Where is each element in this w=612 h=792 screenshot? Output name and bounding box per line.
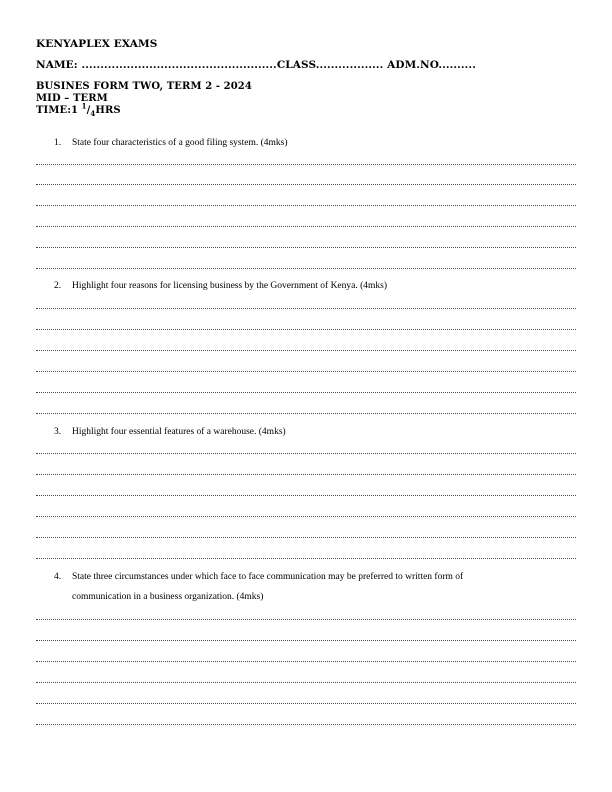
time-label: TIME:1	[36, 105, 82, 116]
question-3	[54, 422, 584, 442]
question-number: 1.	[54, 138, 62, 148]
time-allowed	[36, 101, 121, 118]
name-blank: ....................................................	[81, 59, 277, 71]
school-title: KENYAPLEX EXAMS	[36, 38, 158, 50]
answer-line[interactable]	[36, 247, 576, 248]
question-number: 3.	[54, 427, 62, 437]
answer-line[interactable]	[36, 516, 576, 517]
adm-blank: ..........	[438, 59, 476, 71]
answer-line[interactable]	[36, 474, 576, 475]
answer-line[interactable]	[36, 184, 576, 185]
answer-line[interactable]	[36, 453, 576, 454]
subject-heading: BUSINES FORM TWO, TERM 2 - 2024	[36, 81, 252, 92]
answer-line[interactable]	[36, 392, 576, 393]
question-4	[54, 567, 584, 607]
answer-line[interactable]	[36, 413, 576, 414]
question-2	[54, 276, 584, 296]
student-details-line	[36, 59, 476, 71]
time-numerator: 1	[81, 101, 87, 111]
answer-line[interactable]	[36, 226, 576, 227]
answer-line[interactable]	[36, 640, 576, 641]
question-number: 4.	[54, 572, 62, 582]
answer-line[interactable]	[36, 308, 576, 309]
answer-line[interactable]	[36, 619, 576, 620]
answer-line[interactable]	[36, 703, 576, 704]
question-text: State four characteristics of a good filing system. (4mks)	[72, 138, 288, 148]
answer-line[interactable]	[36, 371, 576, 372]
question-1	[54, 133, 584, 153]
answer-line[interactable]	[36, 350, 576, 351]
answer-line[interactable]	[36, 205, 576, 206]
time-slash: /	[86, 105, 91, 116]
adm-label: ADM.NO	[383, 59, 439, 71]
answer-line[interactable]	[36, 661, 576, 662]
name-label: NAME:	[36, 59, 82, 71]
answer-line[interactable]	[36, 164, 576, 165]
question-number: 2.	[54, 281, 62, 291]
answer-line[interactable]	[36, 682, 576, 683]
answer-line[interactable]	[36, 537, 576, 538]
question-text: State three circumstances under which face to face communication may be preferred to written form of	[72, 572, 464, 582]
answer-line[interactable]	[36, 329, 576, 330]
question-text-continued: communication in a business organization. (4mks)	[72, 592, 264, 602]
time-unit: HRS	[95, 105, 121, 116]
answer-line[interactable]	[36, 268, 576, 269]
exam-type: MID – TERM	[36, 93, 108, 104]
class-label: CLASS	[276, 59, 316, 71]
answer-line[interactable]	[36, 558, 576, 559]
time-denominator: 4	[90, 109, 96, 118]
answer-line[interactable]	[36, 495, 576, 496]
question-text: Highlight four essential features of a warehouse. (4mks)	[72, 427, 286, 437]
question-text: Highlight four reasons for licensing business by the Government of Kenya. (4mks)	[72, 281, 388, 291]
class-blank: ..................	[315, 59, 384, 71]
answer-line[interactable]	[36, 724, 576, 725]
